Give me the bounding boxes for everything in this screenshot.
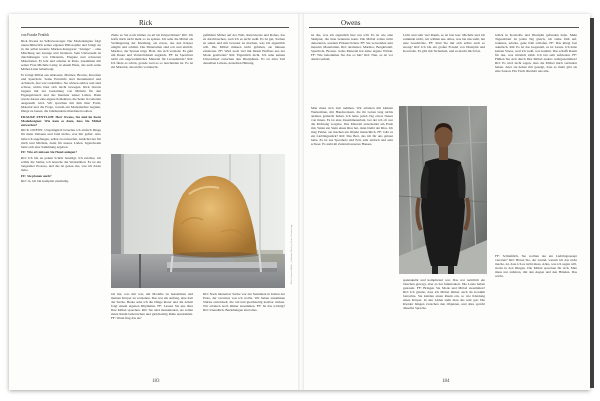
right-folio: 184	[442, 379, 450, 384]
left-header-rule	[21, 27, 289, 28]
question-2: FF: Wie oft müssen Sie Hand anlegen?	[21, 150, 78, 155]
left-col2-bottom-text: ich hat, was mir war, um Modelle zu bekommen und meinen Körper zu verstehen. Das war ein Anfang, eine Zeit der Suche. Heute sehe ich die Dinge klarer und die Arbeit folgt einem eigenen Rhythmus. FF: Lassen Sie uns über Ihre Möbel sprechen. RO: Sie sind monumental, sie sollen einen Raum beherrschen und gleichzeitig Ruhe ausstrahlen. FF: Wann fing das an?	[111, 292, 193, 321]
photo-side-credit: Rick Owens Möbel, Alabaster Hocker, Foto: Owenscorp	[290, 224, 293, 284]
question-3: FF: Sie planen auch?	[21, 173, 52, 178]
right-column-2-top	[403, 33, 485, 103]
left-running-head: Rick	[139, 19, 153, 27]
right-col3-text: Glück in Kontrolle und Disziplin gefunden habe. Mein Tagesablauf ist jeden Tag gleich, ich stehe früh auf, trainiere, arbeite, gehe früh schlafen. FF: Das klingt fast asketisch. RO: Es ist das Gegenteil, es ist Luxus. Ich habe keinen Stress, weil ich weiß, was kommt. Das schafft Raum für das, was wirklich zählt. Ich bin sehr zufrieden. FF: Fühlen Sie sich durch Ihre Möbel anders wahrgenommen? RO: Es wird nicht sagen, dass die Möbel mich verändert haben. Aber sie haben mir gezeigt, dass es mehr gibt als eine Saison. Ein Tisch überlebt uns alle.	[495, 33, 577, 74]
right-header-rule	[309, 27, 579, 28]
right-col3-bottom-text: FF: Schließlich, Sie wollten nie ein Lieblingsrezept verraten? RO: Hören Sie, der Grund, warum ich das nicht mache, ist, dass ich es nicht muss. Alles, was ich sagen will, steckt in den Dingen. Die Möbel sprechen für sich. Man muss nur zuhören, mit den Augen und den Händen. Das reicht.	[495, 254, 577, 279]
right-col1-top-text: ist das, was ich eigentlich hier tun will. Es ist wie eine Skulptur, die man benutzen kann. Die Möbel sollen nicht dekorieren, sondern Präsenz haben. FF: Sie verwenden sehr massive Materialien. RO: Alabaster, Marmor, Bergkristall, Sperrholz, Bronze. Jedes Material hat seine eigene Würde. FF: Wie bekommen Sie das so hin? RO: Nun, es ist vor allem Geduld.	[311, 33, 393, 62]
spine-gutter	[298, 14, 304, 390]
left-col3-bottom-text: RO: Nach intensiver Suche war ein Steinmetz in Italien der Erste, der verstand, was ich wollte. Wir haben zusammen Stücke entwickelt, die roh und gleichzeitig kostbar wirken. Wir arbeiten noch immer zusammen. FF: Ist das wichtig? RO: Unendlich, Beziehungen sind alles.	[203, 292, 285, 313]
right-col2-top-text: Licht und sehr viel Raum, es ist fast leer. Michèle und ich sammeln nicht, wir wählen aus. Alles, was bei uns steht, hat eine Geschichte. FF: Sind Sie mit sich selbst auch so streng? RO: Ich bin ein großer Freund von Disziplin und Kontrolle. Es gibt mir Sicherheit, und es macht mich frei.	[403, 33, 485, 54]
portrait-photo	[399, 106, 487, 274]
right-column-1-top	[311, 33, 393, 103]
intro-paragraph: Rick Owens ist Selbstversorger. Der Modedesigner folgt unerschütterlich seiner eigenen Philosophie und bringt sie in die selbst kreierte Marken-Kategorie: "Glunge" – eine Mischung aus Grunge und Glamour. Sein Universum ist durchdrungen von Düsternis, Eleganz und schweren Materialien. Er lebt und arbeitet in Paris, zusammen mit seiner Frau Michèle Lamy, in einem Haus, das auch seine Möbel-Linie beherbergt.	[21, 38, 101, 71]
magazine-spread	[9, 14, 590, 390]
right-column-1	[311, 106, 393, 378]
left-column-3-top	[203, 33, 285, 151]
right-col2-bottom-text: spektakulär und kompliziert war. Das war natürlich ein bisschen gewagt, aber es hat funktioniert. Die Leute haben gestaunt. FF: Bringen Sie Mode und Möbel zusammen? RO: Ich glaube, dass ich Möbel immer auch als Kostüm betrachte. Sie kleiden einen Raum ein, so wie Kleidung einen Körper. In den Läden sieht man das sehr gut: Die Kleider hängen zwischen den Objekten, und alles spricht dieselbe Sprache.	[403, 278, 485, 311]
left-column-1	[21, 33, 101, 379]
cover-edge	[590, 18, 594, 388]
left-column-3-bottom	[203, 292, 285, 378]
byline: von Frauke Fentloh	[21, 33, 50, 37]
left-column-2-top	[111, 33, 193, 151]
alabaster-stool-photo	[111, 154, 285, 288]
answer-3: RO: Ja, ich bin komplett zuständig.	[21, 179, 69, 184]
left-col2-text: Ziehe es Sie noch immer zu ell im Körperlichen? RO: Ich hoffe mich nicht mehr so zu spüren. Ich sehe die Möbel als Verlängerung der Kleidung, als etwas, das den Körper umgibt und schützt. Die Materialien sind roh und ehrlich, Marmor, der Spuren trägt, Holz, das sich verzieht. Es geht um Dauer und Verletzlichkeit zugleich. FF: Ist Sperrholz nicht ein ungewöhnliches Material für Luxusmöbel? RO: Ich finde es schön, gerade weil es so bescheiden ist. Es ist ein Material, das nichts vortäuscht.	[111, 33, 193, 70]
right-column-3-bottom	[495, 254, 577, 378]
left-folio: 183	[152, 379, 160, 384]
right-running-head: Owens	[341, 19, 361, 27]
left-col1-text: Er fertigt Möbel aus Alabaster, Marmor, Bronze, Knochen und Sperrholz. Seine Entwürfe sind monumental und archaisch, fast wie Grabmäler. Sie wirken zeitlos und sind schwer, nichts lässt sich leicht bewegen. Rick Owens begann mit der Gestaltung von Möbeln für den Eigengebrauch und das Interieur seiner Läden. Dann wurde daraus eine eigene Kollektion, die heute in Galerien ausgestellt wird. Wir sprachen mit ihm über Form, Material und die Frage, warum ein Modemacher beginnt, Dinge zu bauen, die Jahrhunderte überdauern sollen.	[21, 72, 101, 114]
answer-1: RICK OWENS: Ursprünglich brauchte ich einfach Dinge für mein Zuhause und fand nichts, was mir gefiel. Also habe ich angefangen, selbst zu entwerfen, zunächst nur für mich und Michèle, dann für unsere Läden. Irgendwann hatte sich eine Sammlung ergeben.	[21, 128, 101, 149]
right-col1-text: Man muss sich Zeit nehmen. Wir arbeiten mit kleinen Werkstätten, mit Handwerkern, die ihr Leben lang nichts anderes gemacht haben. Ich lerne jeden Tag etwas Neues von ihnen. Es ist eine Zusammenarbeit, bei der ich oft nur die Richtung vorgebe. Das Material entscheidet am Ende mit. Wenn ein Stein einen Riss hat, dann bleibt der Riss. Ich mag Fehler, sie machen ein Objekt menschlich. FF: Gibt es ein Lieblingsstück? RO: Das Bett, das ich für uns gebaut habe. Es ist aus Sperrholz und Fell, sehr einfach und sehr schwer. Es steht im Zentrum unseres Hauses.	[311, 106, 393, 147]
author-question: FRAUKE FENTLOH: Herr Owens, Sie sind im Kern Modedesigner. Wie kam es dazu, dass Sie Möbel entwerfen?	[21, 114, 101, 127]
left-col3-text: gefühlten Möbel auf der Welt, Renoviertes und Rohes, das zu durchbrechen, weil ich es nicht weiß. Es ist gut, Sachen zu sehen und mir bewusst zu machen, was ich eigentlich will. Die Möbel müssen nicht gefallen, sie müssen existieren. FF: Wird noch viel mit Ihrem Einfluss aus der Mode gearbeitet? RO: Eigentlich nicht. Ich sehe keinen Unterschied zwischen den Disziplinen. Es ist alles Teil desselben Lebens, derselben Haltung.	[203, 33, 285, 66]
right-column-3	[495, 33, 577, 249]
left-column-2-bottom	[111, 292, 193, 378]
right-column-2-bottom	[403, 278, 485, 378]
answer-2: RO: Ich bin an jedem Schritt beteiligt. Ich zeichne, ich wähle die Steine, ich besuche die Werkstätten. Es ist ein langsamer Prozess, und das ist genau das, was ich daran liebe.	[21, 155, 101, 173]
